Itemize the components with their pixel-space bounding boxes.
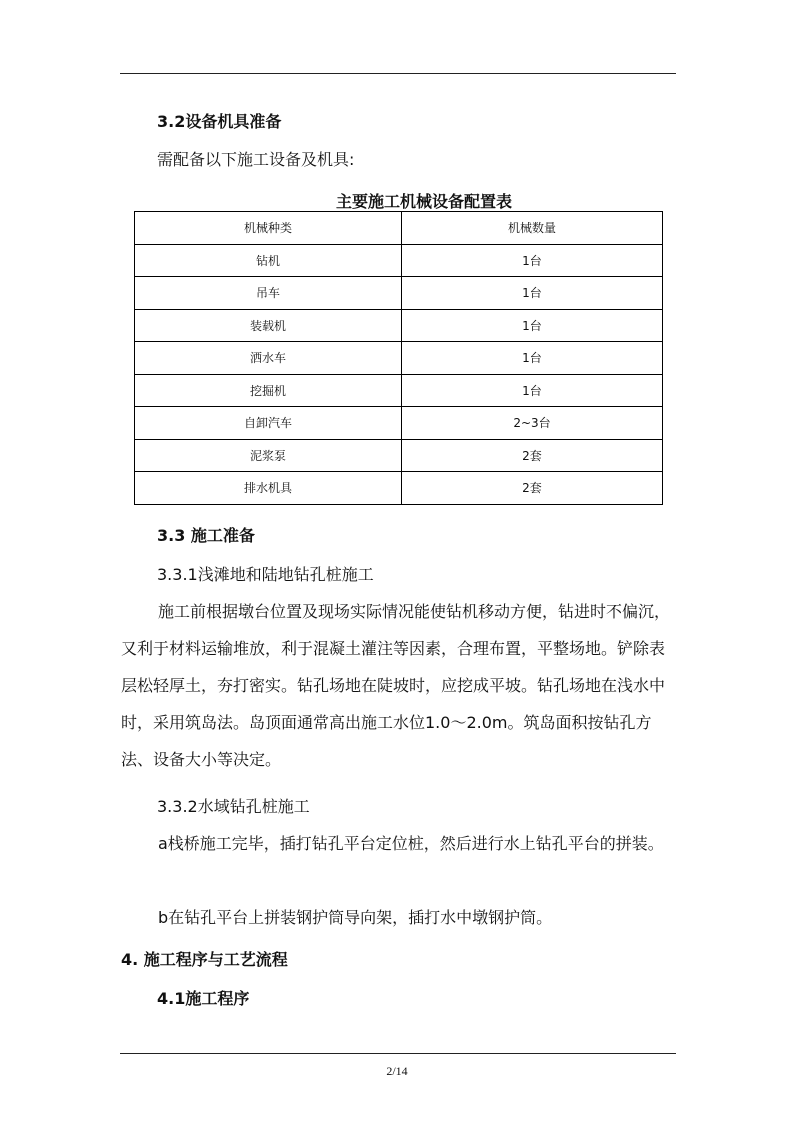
- table-cell: 装载机: [135, 309, 402, 342]
- table-row: [135, 407, 663, 440]
- table-cell: 钻机: [135, 244, 402, 277]
- table-cell: 2~3台: [402, 407, 663, 440]
- section-3-3-2-item-b: b在钻孔平台上拼装钢护筒导向架，插打水中墩钢护筒。: [158, 908, 553, 927]
- table-row: [135, 342, 663, 375]
- table-title: 主要施工机械设备配置表: [336, 192, 513, 211]
- table-cell: 1台: [402, 244, 663, 277]
- section-4-heading: 4. 施工程序与工艺流程: [121, 950, 288, 969]
- table-cell: 1台: [402, 277, 663, 310]
- table-row: [135, 472, 663, 505]
- equipment-table: [134, 211, 663, 505]
- section-3-3-1-body: 施工前根据墩台位置及现场实际情况能使钻机移动方便，钻进时不偏沉，又利于材料运输堆放，利于混凝土灌注等因素，合理布置，平整场地。铲除表层松轻厚土，夯打密实。钻孔场地在陡坡时，应挖成平坡。钻孔场地在浅水中时，采用筑岛法。岛顶面通常高出施工水位1.0～2.0m。筑岛面积按钻孔方法、设备大小等决定。: [121, 602, 671, 769]
- section-3-3-2-item-a: a栈桥施工完毕，插打钻孔平台定位桩，然后进行水上钻孔平台的拼装。: [158, 834, 664, 853]
- table-cell: 1台: [402, 342, 663, 375]
- table-header-row: [135, 212, 663, 245]
- table-cell: 吊车: [135, 277, 402, 310]
- table-cell: 洒水车: [135, 342, 402, 375]
- footer-rule: [120, 1053, 676, 1054]
- section-3-2-intro: 需配备以下施工设备及机具:: [157, 150, 355, 169]
- section-3-3-2-heading: 3.3.2水域钻孔桩施工: [157, 797, 310, 816]
- section-4-1-heading: 4.1施工程序: [157, 989, 250, 1008]
- table-cell: 自卸汽车: [135, 407, 402, 440]
- table-cell: 2套: [402, 472, 663, 505]
- table-row: [135, 439, 663, 472]
- table-row: [135, 309, 663, 342]
- table-cell: 泥浆泵: [135, 439, 402, 472]
- section-3-3-heading: 3.3 施工准备: [157, 526, 255, 545]
- table-cell: 1台: [402, 309, 663, 342]
- table-cell: 2套: [402, 439, 663, 472]
- table-row: [135, 244, 663, 277]
- table-cell: 排水机具: [135, 472, 402, 505]
- table-header-cell: 机械种类: [135, 212, 402, 245]
- page-number: 2/14: [386, 1064, 408, 1078]
- section-3-3-1-heading: 3.3.1浅滩地和陆地钻孔桩施工: [157, 565, 374, 584]
- section-3-2-heading: 3.2设备机具准备: [157, 112, 282, 131]
- table-header-cell: 机械数量: [402, 212, 663, 245]
- table-row: [135, 277, 663, 310]
- header-rule: [120, 73, 676, 74]
- table-row: [135, 374, 663, 407]
- table-cell: 1台: [402, 374, 663, 407]
- table-cell: 挖掘机: [135, 374, 402, 407]
